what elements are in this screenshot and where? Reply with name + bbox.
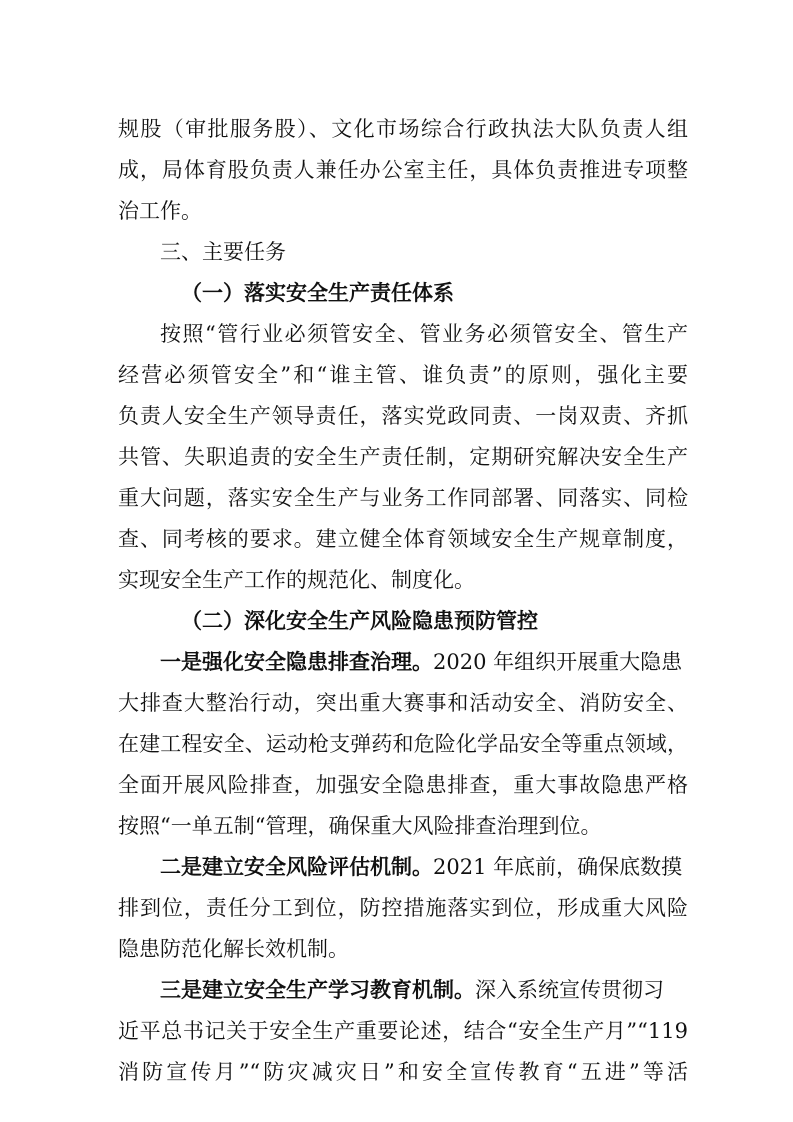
text-line: 共管、失职追责的安全生产责任制，定期研究解决安全生产 [118,445,688,469]
text-line [160,645,688,679]
text-line: 实现安全生产工作的规范化、制度化。 [118,568,475,592]
text-line: 治工作。 [118,199,202,223]
text-line: 全面开展风险排查，加强安全隐患排查，重大事故隐患严格 [118,773,688,797]
text-line: 近平总书记关于安全生产重要论述，结合“安全生产月”“119 [118,1019,688,1043]
subsection-heading: （一）落实安全生产责任体系 [181,280,454,305]
text-line: 按照“一单五制“管理，确保重大风险排查治理到位。 [118,814,602,838]
item-lead: 二是建立安全风险评估机制。 [160,854,433,879]
text-line [160,850,688,884]
text-line [160,973,688,1007]
text-line: 经营必须管安全”和“谁主管、谁负责”的原则，强化主要 [118,363,688,387]
section-heading: 三、主要任务 [160,240,286,264]
text-line: 重大问题，落实安全生产与业务工作同部署、同落实、同检 [118,486,688,510]
item-lead: 一是强化安全隐患排查治理。 [160,649,433,674]
text-line: 排到位，责任分工到位，防控措施落实到位，形成重大风险 [118,896,688,920]
subsection-heading: （二）深化安全生产风险隐患预防管控 [181,608,538,633]
text-line: 查、同考核的要求。建立健全体育领域安全生产规章制度， [118,527,688,551]
item-text: 深入系统宣传贯彻习 [475,978,664,1002]
text-line: 消防宣传月”“防灾减灾日”和安全宣传教育“五进”等活 [118,1060,688,1084]
text-line: 规股（审批服务股）、文化市场综合行政执法大队负责人组 [118,117,688,141]
text-line: 在建工程安全、运动枪支弹药和危险化学品安全等重点领域， [118,732,688,756]
text-line: 负责人安全生产领导责任，落实党政同责、一岗双责、齐抓 [118,404,688,428]
text-line: 成，局体育股负责人兼任办公室主任，具体负责推进专项整 [118,158,688,182]
item-lead: 三是建立安全生产学习教育机制。 [160,977,475,1002]
text-line: 大排查大整治行动，突出重大赛事和活动安全、消防安全、 [118,691,688,715]
text-line: 按照“管行业必须管安全、管业务必须管安全、管生产 [160,322,688,346]
text-line: 隐患防范化解长效机制。 [118,937,349,961]
item-text: 2020 年组织开展重大隐患 [433,650,683,674]
item-text: 2021 年底前，确保底数摸 [433,855,683,879]
